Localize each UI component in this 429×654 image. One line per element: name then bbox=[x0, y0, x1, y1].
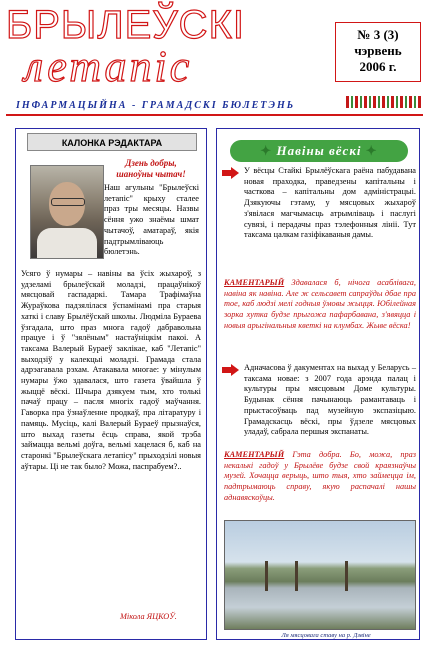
issue-month: чэрвень bbox=[354, 43, 402, 58]
greeting-line-2: шаноўны чытач! bbox=[116, 169, 186, 179]
star-icon: ✦ bbox=[260, 143, 273, 158]
editor-text-side: Наш агульны "Брылеўскі летапіс" крыху сталее праз тры месяцы. Назвы сёння ужо знаёмы шмат чытачоў, аматараў, якія падтрымліваюць бюлетэнь. bbox=[104, 183, 199, 257]
comment-label: КАМЕНТАРЫЙ bbox=[224, 278, 285, 287]
news-heading-text: Навіны вёскі bbox=[276, 143, 362, 158]
editor-photo bbox=[30, 165, 104, 259]
editor-text-main: Усяго ў нумары – навіны ва ўсіх жыхароў, з удзеламі брылеўскай моладзі, працаўнікоў мясцовай гаспадаркі. Тамара Трафімаўна Жураўкова падзялілася ўспамінамі пра старыя хаткі і славу Брылёўскай школы. Людміла Бураева ўзгадала, што праз многа гадоў дабравольна працуе і ў "зялёным" настаўніцкім пакоі. А таксама Валерый Бураеў заклікае, каб "Летапіс" выходзіў у калекцыі моладзі. Грамада стала адрэагавала рэхам. Атакавала многае: у мінулым нумары ўжо здавалася, што газета ўвайшла ў жыццё вёскі. Шчыра дзякуем тым, хто толькі пачаў працу – пасля многіх гадоў маўчання. Гаворка пра ўзнаўленне продкаў, пра літаратуру і памяць. Мусіць, калі Валерый Бураеў прызнаўся, што выхад газеты ёсць справа, якой трэба займацца вельмі доўга, вельмі хацелася б, каб на старонкі "Брылеўскага летапісу" прыходзілі новыя аўтары. Ці не так было? Можа, паспрабуем?.. bbox=[21, 269, 201, 471]
arrow-right-icon bbox=[222, 364, 238, 376]
news-item-2-comment bbox=[224, 450, 416, 504]
greeting-line-1: Дзень добры, bbox=[125, 158, 177, 168]
issue-box bbox=[335, 22, 421, 82]
news-item-1-comment bbox=[224, 278, 416, 332]
editor-column-heading: КАЛОНКА РЭДАКТАРА bbox=[27, 133, 197, 151]
masthead-subtitle: летапіс bbox=[24, 42, 193, 91]
arrow-right-icon bbox=[222, 167, 238, 179]
photo-glasses bbox=[51, 198, 85, 206]
comment-label: КАМЕНТАРЫЙ bbox=[224, 450, 285, 459]
news-item-1-lead: У вёсцы Стайкі Брылёўскага раёна пабудавана новая праходка, праведзены капітальны і часткова – капітальны дом адміністрацыі. Дзякуючы гэтаму, у мясцовых жыхароў з'явілася магчымасць атрымліваць і паслугі сувязі, і перадачы праз тэлефонныя лініі. Тут таксама цалкам газіфікаваныя дамы. bbox=[244, 166, 416, 240]
comment-text: Гэта добра. Бо, можа, праз некалькі гадоў у Брылёве будзе свой краязнаўчы музей. Хочацца верыць, што тыя, хто займецца ім, падтрымаюць справу, якую распачалі нашы аднавяскоўцы. bbox=[224, 450, 417, 502]
masthead-title: БРЫЛЕЎСКІ bbox=[6, 3, 245, 47]
issue-number: № 3 (3) bbox=[357, 27, 399, 42]
news-item-2-lead: Адначасова ў дакументах на выхад у Беларусь – таксама новае: з 2007 года арэнда палац і культуры пры мясцовым Доме культуры. Будынак сёння пачынаюць рамантаваць і прыстасоўваць пад музейную экспазіцыю. Грамадскасць вёскі, пры ўдзеле мясцовых уладаў, сабрала першыя экспанаты. bbox=[244, 363, 416, 437]
news-heading bbox=[230, 140, 408, 162]
issue-year: 2006 г. bbox=[359, 59, 397, 74]
greeting bbox=[105, 158, 197, 180]
ornament-strip bbox=[346, 96, 421, 108]
photo-shirt bbox=[37, 228, 97, 258]
photo-caption: Ля мясцовага ставу на р. Дзвіне bbox=[281, 632, 371, 639]
star-icon: ✦ bbox=[365, 143, 378, 158]
header-rule bbox=[6, 114, 423, 116]
tagline: ІНФАРМАЦЫЙНА - ГРАМАДСКІ БЮЛЕТЭНЬ bbox=[16, 100, 296, 111]
comment-text: Здавалася б, нічога асаблівага, навіна як навіна. Але ж сельсавет сапраўды дбае пра тое, каб людзі мелі годныя ўмовы жыцця. Юбілейная зорка хутка будзе прыгожа пафарбавана, з'явяцца і новыя арыгінальныя кветкі на клумбах. Жыве вёска! bbox=[224, 278, 416, 330]
editor-signature: Мікола ЯЦКОЎ. bbox=[120, 612, 177, 621]
landscape-photo bbox=[224, 520, 416, 630]
